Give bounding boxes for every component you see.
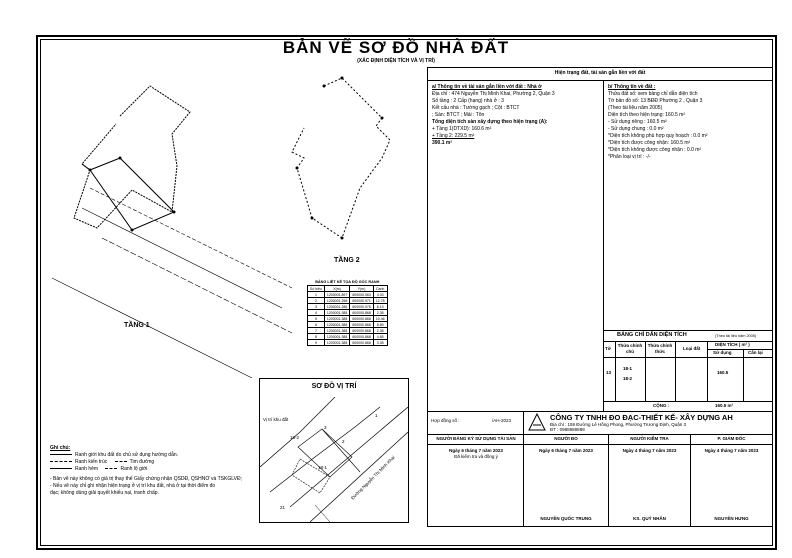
floor1-outline xyxy=(74,86,190,228)
company-phone: ĐT : 0988888888 xyxy=(550,427,585,432)
section-a xyxy=(432,84,600,147)
table-row: 1 1200001.897 600000.063 4.03 xyxy=(308,292,388,298)
sign-date: Ngày 4 tháng 7 năm 2023 xyxy=(704,448,759,453)
section-b xyxy=(608,84,770,161)
area-cell: 13 xyxy=(606,370,612,375)
b-line: *Phân loại vị trí : -/- xyxy=(608,154,651,160)
site-plan-box xyxy=(259,378,409,523)
b-line: *Diện tích không phù hợp quy hoạch : 0.0 m² xyxy=(608,133,708,139)
info-panel xyxy=(427,67,773,527)
b-line: - Sử dụng chung : 0.0 m² xyxy=(608,126,664,132)
a-line: + Tầng 2: 229.5 m² xyxy=(432,133,475,139)
section-b-title: b/ Thông tin về đất : xyxy=(608,84,656,90)
sign-col-header: P. GIÁM ĐỐC xyxy=(717,436,746,441)
signer-name: NGUYỄN HƯNG xyxy=(714,516,749,521)
street-label: Đường Nguyễn Thị Minh Khai xyxy=(350,454,396,501)
area-col-header: Tờ xyxy=(605,346,611,351)
page-subtitle: (XÁC ĐỊNH DIỆN TÍCH VÀ VỊ TRÍ) xyxy=(357,58,435,64)
b-line: *Diện tích được công nhận: 160.5 m² xyxy=(608,140,691,146)
sign-col-header: NGƯỜI KIỂM TRA xyxy=(630,436,669,441)
notes xyxy=(50,445,255,497)
notes-heading: Ghi chú: xyxy=(50,445,71,451)
contract-number: /AH-2023 xyxy=(492,418,512,423)
coord-header: Số hiệu X(m) Y(m) Cạnh xyxy=(308,286,388,292)
a-line: Địa chỉ : 474 Nguyễn Thị Minh Khai, Phường 2, Quận 3 xyxy=(432,91,555,97)
b-line: (Theo tài liệu năm 2005) xyxy=(608,105,663,111)
sign-col-header: NGƯỜI ĐO xyxy=(554,436,578,441)
b-line: Tờ bản đồ số: 13 BĐĐ Phường 2 , Quận 3 xyxy=(608,98,703,104)
area-col-header: Loại đất xyxy=(683,346,701,351)
site-num-3: 3 xyxy=(324,425,327,430)
a-line: + Tầng 1(DTXD): 160.6 m² xyxy=(432,126,492,132)
contract-label: Hợp đồng số : xyxy=(431,418,460,423)
site-num-2: 2 xyxy=(342,439,345,444)
floor2-label: TẦNG 2 xyxy=(334,257,360,264)
table-row: 9 1200001.388 600000.868 3.08 xyxy=(308,340,388,346)
a-line: Tổng diện tích sàn xây dựng theo hiện trạng (A): xyxy=(432,119,548,125)
coord-table-title: BẢNG LIỆT KÊ TỌA ĐỘ GÓC RANH xyxy=(315,280,380,284)
area-cell: 160.5 xyxy=(717,370,729,375)
section-a-title: a/ Thông tin về tài sản gắn liền với đất : Nhà ở xyxy=(432,84,542,90)
table-row: 8 1200001.388 600000.868 4.65 xyxy=(308,334,388,340)
floor1-label: TẦNG 1 xyxy=(124,322,150,329)
signer-name: KS. QUÝ NHÂN xyxy=(633,516,666,521)
company-name: CÔNG TY TNHH ĐO ĐẠC-THIẾT KẾ- XÂY DỰNG AH xyxy=(550,413,733,422)
page-title: BẢN VẼ SƠ ĐỒ NHÀ ĐẤT xyxy=(282,38,510,57)
sign-date: Ngày 6 tháng 7 năm 2023 xyxy=(539,448,593,453)
area-cell: 18-2 xyxy=(623,376,633,381)
company-logo-icon xyxy=(528,413,546,431)
table-row: 7 1200001.388 600000.868 2.38 xyxy=(308,328,388,334)
site-location-label: Vị trí khu đất xyxy=(263,417,289,422)
b-line: - Sử dụng riêng : 160.5 m² xyxy=(608,119,667,125)
sign-date-note: Đã kiểm tra và đồng ý xyxy=(454,454,498,459)
panel-header: Hiện trạng đất, tài sản gắn liền với đất xyxy=(554,70,646,76)
floor2-outline xyxy=(292,78,390,238)
area-col-header: Thửa chính thức xyxy=(647,343,673,354)
b-line: Diện tích theo hiện trạng: 160.5 m² xyxy=(608,112,685,118)
area-total-value: 160.5 m² xyxy=(715,403,734,408)
area-col-header: Cấn lại xyxy=(748,350,763,355)
area-table-title: BẢNG CHỈ DẪN DIỆN TÍCH xyxy=(617,332,687,338)
area-table-note: (Theo tài liệu năm 2005) xyxy=(715,334,757,338)
legend-item: Ranh hẻm Ranh lộ giới xyxy=(50,466,255,473)
site-plan-title: SƠ ĐỒ VỊ TRÍ xyxy=(311,383,357,390)
coord-table xyxy=(307,280,388,346)
signer-name: NGUYỄN QUỐC TRUNG xyxy=(540,516,592,521)
area-total-label: CỘNG : xyxy=(653,403,670,408)
a-line: Kết cấu nhà : Tường gạch ; Cột : BTCT xyxy=(432,105,520,111)
parcel-18-1-label: 18-1 xyxy=(318,465,328,470)
area-col-header: DIỆN TÍCH ( m² ) xyxy=(715,342,750,347)
note-line: - Bản vẽ này không có giá trị thay thế Giấy chứng nhận QSDĐ, QSHNƠ và TSKGLVĐ; xyxy=(50,476,242,482)
table-row: 4 1200001.388 600000.868 2.38 xyxy=(308,310,388,316)
area-col-header: Sử dụng xyxy=(713,350,732,355)
table-row: 5 1200001.388 600000.868 10.46 xyxy=(308,316,388,322)
a-line: Số tầng : 2 Cấp (hạng) nhà ở : 3 xyxy=(432,98,504,104)
legend-item: Ranh kiến trúc Tim đường xyxy=(50,459,255,466)
company-address: Địa chỉ : 159 Đường Lê Hồng Phong, Phường Trương Định, Quận 3 xyxy=(550,422,686,427)
legend-item: Ranh giới khu đất do chủ sử dụng hướng dẫn. xyxy=(50,452,255,459)
table-row: 6 1200001.388 600000.868 8.89 xyxy=(308,322,388,328)
b-line: *Diện tích không được công nhận : 0.0 m² xyxy=(608,147,702,153)
sign-col-header: NGƯỜI ĐĂNG KÝ SỬ DỤNG TÀI SẢN xyxy=(436,436,516,441)
area-cell: 18-1 xyxy=(623,366,633,371)
sign-date: Ngày 6 tháng 7 năm 2023 xyxy=(449,448,503,453)
site-num-21: 21 xyxy=(280,505,286,510)
note-line: đạc; không dùng giải quyết khiếu nại, tranh chấp. xyxy=(50,490,159,496)
a-line: 390.1 m² xyxy=(432,140,453,146)
note-line: - Nếu vẽ này chỉ ghi nhận hiện trạng ở vị trí khu đất, nhà ở tại thời điểm đo xyxy=(50,483,216,489)
a-line: ; Sàn: BTCT ; Mái : Tôn xyxy=(432,112,485,118)
area-col-header: Thửa chính chủ xyxy=(617,343,643,354)
b-line: Thửa đất số: xem bảng chỉ dẫn diện tích xyxy=(608,91,698,97)
sign-date: Ngày 4 tháng 7 năm 2023 xyxy=(622,448,677,453)
table-row: 3 1200001.286 600000.076 8.13 xyxy=(308,304,388,310)
table-row: 2 1200001.258 600000.971 12.78 xyxy=(308,298,388,304)
site-num-1: 1 xyxy=(375,413,378,418)
parcel-18-2-label: 18-2 xyxy=(290,435,300,440)
